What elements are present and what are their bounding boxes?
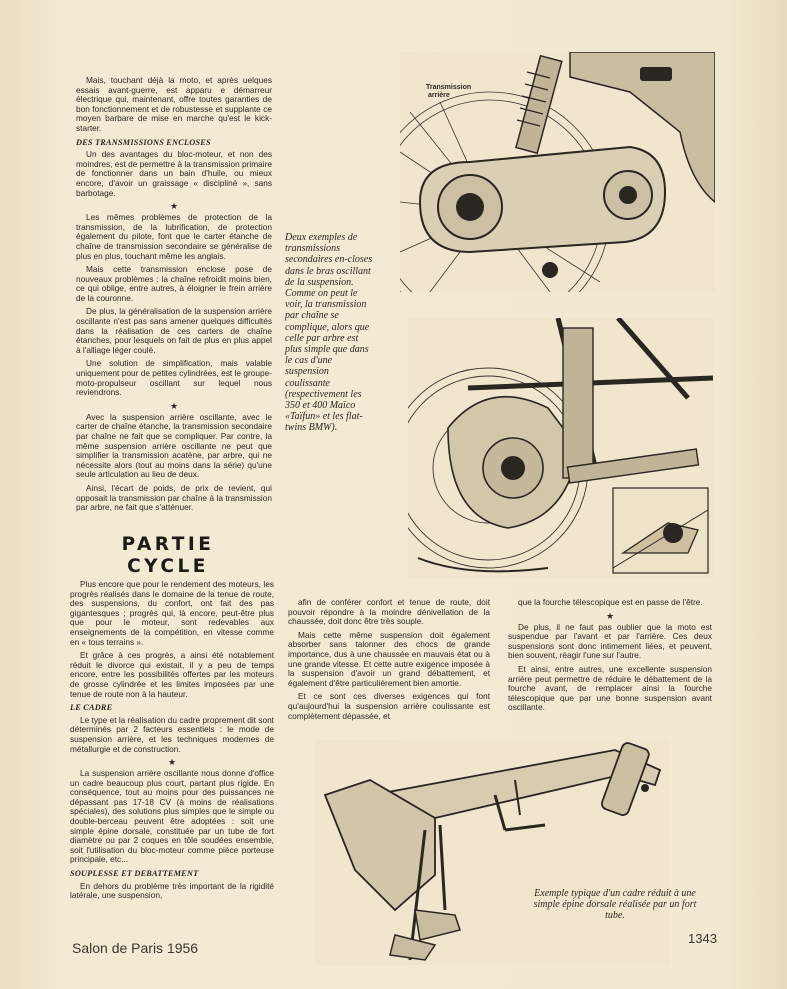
heading-souplesse: SOUPLESSE ET DEBATTEMENT <box>70 869 199 879</box>
transmission-label-line1: Transmission <box>426 84 472 91</box>
middle-column <box>288 598 490 725</box>
section-title-line2: CYCLE <box>127 556 209 577</box>
paragraph: Ainsi, l'écart de poids, de prix de revient, qui opposait la transmission par chaîne à la transmission par arbre, ne fait que s'atténuer. <box>76 482 272 513</box>
right-column <box>508 598 712 717</box>
star-separator: ★ <box>605 610 615 621</box>
section-title <box>118 534 218 578</box>
star-separator: ★ <box>169 201 179 212</box>
paragraph: Mais cette transmission enclose pose de nouveaux problèmes : la chaîne refroidit moins bien, ce qui oblige, entre autres, à éloigner le frein arrière de la couronne. <box>76 264 272 303</box>
caption-transmissions: Deux exemples de transmissions secondaires en-closes dans le bras oscillant de la suspension. Comme on peut le voir, la transmission par chaîne se complique, alors que celle par arbre est plus simple que dans le cas d'une suspension coulissante (respectivement les 350 et 400 Maïco «Taïfun» et les flat-twins BMW). <box>285 232 373 434</box>
paragraph: De plus, la généralisation de la suspension arrière oscillante n'est pas sans amener quelques difficultés dans la réalisation de ces carters de chaîne étanches, pour lesquels on fait de plus en plus appel à l'alliage léger coulé. <box>76 306 272 355</box>
star-separator: ★ <box>167 757 177 768</box>
section-title-line1: PARTIE <box>121 534 215 555</box>
caption-cadre: Exemple typique d'un cadre réduit à une simple épine dorsale réalisée par un fort tube. <box>533 888 697 922</box>
paragraph: Et ce sont ces diverses exigences qui font qu'aujourd'hui la suspension arrière coulissante est complètement dépassée, et <box>288 691 490 721</box>
footer-publication: Salon de Paris 1956 <box>72 940 199 956</box>
intro-paragraph: Mais, touchant déjà la moto, et après uelques essais avant-guerre, est apparu e démarreur électrique qui, maintenant, offre toutes garanties de bon fonctionnement et de robustesse et supplante ce moyen barbare de mise en marche qu'est le kick-starter. <box>76 75 272 133</box>
shaft-drive-illustration <box>408 318 713 578</box>
paragraph: Mais cette même suspension doit également absorber sans talonner des chocs de grande importance, dus à une chaussée en mauvais état ou à une grande vitesse. Et cette autre exigence imposée à la suspension d'avoir un grand débattement, et également d'être particulièrement bien amortie. <box>288 629 490 688</box>
star-separator: ★ <box>169 400 179 411</box>
heading-cadre: LE CADRE <box>70 703 113 713</box>
transmission-label <box>426 84 471 100</box>
paragraph: Le type et la réalisation du cadre proprement dit sont déterminés par 2 facteurs essentiels : le mode de suspension arrière, et les techniques modernes de métallurgie et de construction. <box>70 714 274 754</box>
paragraph: que la fourche télescopique est en passe de l'être. <box>518 597 703 607</box>
paragraph: Une solution de simplification, mais valable uniquement pour de petites cylindrées, est le groupe-moto-propulseur oscillant sur lequel nous reviendrons. <box>76 358 272 398</box>
page-number: 1343 <box>688 931 717 946</box>
paragraph: La suspension arrière oscillante nous donne d'office un cadre beaucoup plus court, partant plus rigide. En conséquence, tout au moins pour des puissances ne dépassant pas 17-18 CV (à moins de réalisations spéciales), des solutions plus simples que le simple ou double-berceau peuvent être adoptées : soit une simple épine dorsale, constituée par un tube de fort diamètre ou par 2 coques en tôle soudées ensemble, soit l'utilisation du bloc-moteur comme pièce porteuse principale, etc... <box>70 768 274 865</box>
paragraph: De plus, il ne faut pas oublier que la moto est suspendue par l'avant et par l'arrière. Ces deux suspensions sont donc intimement liées, et peuvent, bien souvent, réagir l'une sur l'autre. <box>508 621 712 661</box>
paragraph: Plus encore que pour le rendement des moteurs, les progrès réalisés dans le domaine de la tenue de route, des suspensions, du confort, ont fait des pas gigantesques ; progrès qui, là encore, peut-être plus que pour le moteur, sont redevables aux enseignements de la compétition, en vitesse comme en « tous terrains ». <box>70 579 274 647</box>
paragraph: Un des avantages du bloc-moteur, et non des moindres, est de permettre à la transmission primaire de fonctionner dans un bain d'huile, ou mieux encore, d'avoir un graissage « discipliné », sans barbotage. <box>76 149 272 198</box>
paragraph: afin de conférer confort et tenue de route, doit pouvoir répondre à la moindre dénivellation de la chaussée, doit donc être très souple. <box>288 597 490 627</box>
frame-illustration <box>315 740 670 965</box>
cycle-column <box>70 580 274 905</box>
paragraph: Et ainsi, entre autres, une excellente suspension arrière peut permettre de réduire le débattement de la fourche avant, de remplacer ainsi la fourche télescopique que par une bonne suspension avant oscillante. <box>508 663 712 713</box>
paragraph: En dehors du problème très important de la rigidité latérale, une suspension, <box>70 880 274 901</box>
paragraph: Et grâce à ces progrès, a ainsi été notablement réduit le divorce qui existait, il y a peu de temps encore, entre les possibilités offertes par les moteurs de grosse cylindrée et les limites imposées par une tenue de route non à la hauteur. <box>70 650 274 699</box>
left-column <box>76 76 272 517</box>
transmission-label-line2: arrière <box>428 92 450 99</box>
heading-transmissions: DES TRANSMISSIONS ENCLOSES <box>76 137 211 147</box>
paragraph: Avec la suspension arrière oscillante, avec le carter de chaîne étanche, la transmission secondaire par chaîne ne fait que se compliquer. Par contre, la même suspension arrière oscillante ne peut que simplifier la transmission acatène, par arbre, qui ne nécessite alors (tout au moins dans la série) qu'une seule articulation au lieu de deux. <box>76 411 272 480</box>
paragraph: Les mêmes problèmes de protection de la transmission, de la lubrification, de protection également du pilote, font que le carter étanche de chaîne de transmission secondaire se généralise de plus en plus, touchant même les anglais. <box>76 212 272 261</box>
